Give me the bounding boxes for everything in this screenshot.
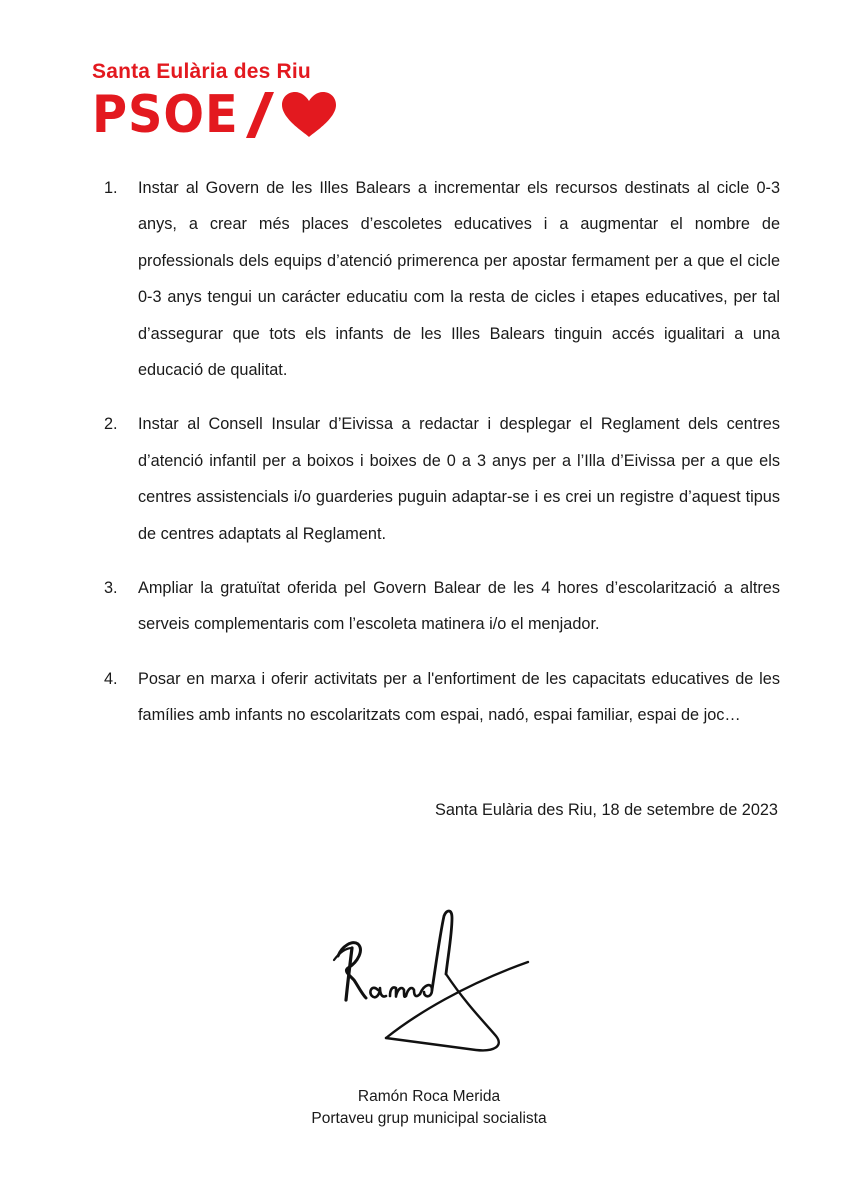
item-text: Instar al Govern de les Illes Balears a incrementar els recursos destinats al cicle 0-3 anys, a crear més places d’escoletes educatives i a augmentar el nombre de professionals dels equips d’atenció primerenca per apostar fermament per a que el cicle 0-3 anys tengui un carácter educatiu com la resta de cicles i etapes educatives, per tal d’assegurar que tots els infants de les Illes Balears tinguin accés igualitari a una educació de qualitat. xyxy=(138,179,780,380)
psoe-logo xyxy=(92,60,342,145)
signer-role: Portaveu grup municipal socialista xyxy=(311,1110,547,1127)
item-text: Posar en marxa i oferir activitats per a l'enfortiment de les capacitats educatives de les famílies amb infants no escolaritzats com espai, nadó, espai familiar, espai de joc… xyxy=(138,669,780,725)
heart-icon xyxy=(279,91,339,139)
list-item xyxy=(96,661,780,734)
list-item xyxy=(96,570,780,643)
item-number: 1. xyxy=(104,179,118,197)
logo-mark xyxy=(92,85,342,145)
signer-block xyxy=(0,1086,858,1130)
item-number: 4. xyxy=(104,669,118,688)
logo-subtitle: Santa Eulària des Riu xyxy=(92,60,311,83)
signer-name: Ramón Roca Merida xyxy=(357,1088,501,1105)
item-text: Ampliar la gratuïtat oferida pel Govern Balear de les 4 hores d’escolarització a altres serveis complementaris com l’escoleta matinera i/o el menjador. xyxy=(138,579,780,634)
item-number: 2. xyxy=(104,415,118,434)
signature-icon xyxy=(316,904,536,1062)
slash-icon xyxy=(245,90,275,140)
list-item xyxy=(96,170,780,388)
list-item xyxy=(96,406,780,552)
item-text: Instar al Consell Insular d’Eivissa a redactar i desplegar el Reglament dels centres d’atenció infantil per a boixos i boixes de 0 a 3 anys per a l’Illa d’Eivissa per a que els centres assistencials i/o guarderies puguin adaptar-se i es crei un registre d’aquest tipus de centres adaptats al Reglament. xyxy=(138,415,780,543)
proposal-list xyxy=(96,170,780,752)
place-and-date: Santa Eulària des Riu, 18 de setembre de 2023 xyxy=(434,801,778,819)
item-number: 3. xyxy=(104,579,118,598)
logo-wordmark: PSOE xyxy=(92,85,239,145)
